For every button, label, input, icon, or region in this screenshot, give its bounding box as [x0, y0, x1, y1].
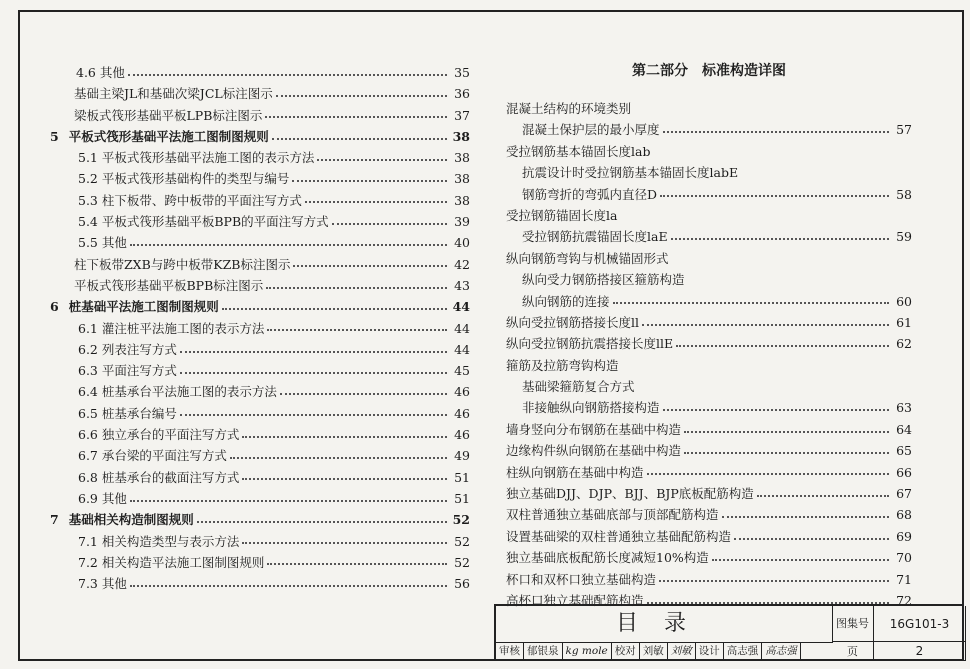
chapter-number: 6 [50, 299, 59, 315]
toc-entry [506, 205, 912, 226]
leader-dots [242, 542, 447, 544]
toc-entry-page: 63 [896, 400, 912, 416]
toc-entry [50, 105, 470, 126]
leader-dots [734, 538, 889, 540]
toc-right-column [506, 58, 912, 611]
toc-entry [506, 269, 912, 290]
toc-entry [506, 462, 912, 483]
toc-entry-page: 46 [454, 384, 470, 400]
toc-entry-title: 6.2 列表注写方式 [78, 341, 177, 357]
toc-entry-page: 52 [452, 512, 470, 528]
review-label: 审核 [496, 642, 524, 661]
leader-dots [712, 559, 889, 561]
toc-entry-page: 51 [454, 490, 470, 506]
leader-dots [757, 495, 889, 497]
toc-entry [50, 531, 470, 552]
toc-entry-title: 4.6 其他 [76, 65, 125, 80]
checker-name: 刘敏 [640, 642, 668, 661]
title-block [494, 604, 964, 661]
toc-entry-title: 设置基础梁的双柱普通独立基础配筋构造 [506, 528, 732, 544]
toc-entry [506, 333, 912, 354]
toc-entry [50, 381, 470, 402]
toc-entry-title: 6.3 平面注写方式 [78, 363, 177, 379]
toc-entry [50, 211, 470, 232]
part-two-title: 第二部分 标准构造详图 [632, 63, 786, 79]
toc-entry-page: 52 [454, 554, 470, 570]
leader-dots [180, 414, 447, 416]
leader-dots [684, 452, 889, 454]
toc-entry-page: 44 [452, 299, 470, 315]
leader-dots [267, 563, 447, 565]
leader-dots [242, 478, 447, 480]
toc-entry-title: 5.4 平板式筏形基础平板BPB的平面注写方式 [78, 214, 329, 230]
leader-dots [722, 516, 889, 518]
leader-dots [676, 345, 889, 347]
leader-dots [267, 329, 447, 331]
leader-dots [272, 138, 447, 140]
toc-entry [50, 488, 470, 509]
toc-entry-title: 受拉钢筋锚固长度la [506, 207, 618, 223]
leader-dots [659, 580, 889, 582]
leader-dots [663, 409, 889, 411]
toc-entry-page: 38 [452, 128, 470, 144]
toc-entry-page: 72 [896, 592, 912, 608]
toc-entry-page: 56 [454, 576, 470, 592]
toc-entry-page: 64 [896, 421, 912, 437]
toc-entry [506, 376, 912, 397]
toc-entry-title: 抗震设计时受拉钢筋基本锚固长度labE [522, 165, 739, 181]
toc-entry-title: 6.8 桩基承台的截面注写方式 [78, 469, 240, 485]
toc-entry-page: 44 [454, 320, 470, 336]
toc-entry-page: 35 [454, 65, 470, 80]
toc-entry-title: 基础相关构造制图规则 [68, 512, 194, 528]
leader-dots [180, 351, 447, 353]
leader-dots [684, 431, 889, 433]
toc-entry-page: 71 [896, 571, 912, 587]
toc-entry [50, 467, 470, 488]
toc-entry-title: 箍筋及拉筋弯钩构造 [506, 357, 619, 373]
toc-entry-title: 基础梁箍筋复合方式 [522, 379, 635, 395]
toc-entry-title: 杯口和双杯口独立基础构造 [506, 571, 657, 587]
toc-entry-title: 混凝土结构的环境类别 [506, 101, 632, 116]
toc-entry-title: 梁板式筏形基础平板LPB标注图示 [74, 107, 263, 123]
toc-entry-title: 边缘构件纵向钢筋在基础中构造 [506, 443, 682, 459]
toc-entry-title: 非接触纵向钢筋搭接构造 [522, 400, 660, 416]
toc-entry [50, 403, 470, 424]
toc-entry [50, 254, 470, 275]
toc-entry-title: 双柱普通独立基础底部与顶部配筋构造 [506, 507, 719, 523]
leader-dots [197, 521, 447, 523]
toc-entry-title: 墙身竖向分布钢筋在基础中构造 [506, 421, 682, 437]
toc-entry [506, 397, 912, 418]
toc-entry-title: 5.1 平板式筏形基础平法施工图的表示方法 [78, 150, 315, 166]
toc-entry-title: 混凝土保护层的最小厚度 [522, 122, 660, 138]
toc-left-column [50, 62, 470, 594]
design-label: 设计 [696, 642, 724, 661]
toc-entry [50, 573, 470, 594]
page-number: 2 [874, 642, 966, 661]
toc-entry [506, 184, 912, 205]
toc-entry-title: 6.4 桩基承台平法施工图的表示方法 [78, 384, 277, 400]
toc-entry-title: 纵向受拉钢筋抗震搭接长度llE [506, 336, 674, 352]
toc-entry-page: 58 [896, 186, 912, 202]
toc-entry-page: 42 [454, 256, 470, 272]
leader-dots [242, 436, 447, 438]
toc-entry [50, 190, 470, 211]
leader-dots [230, 457, 447, 459]
toc-entry-page: 38 [454, 171, 470, 187]
leader-dots [130, 244, 447, 246]
designer-name: 高志强 [724, 642, 763, 661]
toc-entry-page: 60 [896, 293, 912, 309]
toc-entry-title: 平板式筏形基础平法施工图制图规则 [68, 128, 269, 144]
toc-entry-title: 受拉钢筋抗震锚固长度laE [522, 229, 668, 245]
toc-entry [50, 424, 470, 445]
signature-row [496, 642, 832, 661]
leader-dots [647, 473, 889, 475]
toc-entry-title: 桩基础平法施工图制图规则 [68, 299, 219, 315]
toc-entry-title: 平板式筏形基础平板BPB标注图示 [74, 277, 264, 293]
toc-entry-title: 柱下板带ZXB与跨中板带KZB标注图示 [74, 256, 291, 272]
toc-entry-title: 纵向钢筋弯钩与机械锚固形式 [506, 250, 669, 266]
toc-entry [506, 98, 912, 119]
toc-entry [506, 504, 912, 525]
designer-signature: 高志强 [762, 642, 801, 661]
toc-entry [50, 318, 470, 339]
toc-entry-page: 52 [454, 533, 470, 549]
toc-entry [50, 147, 470, 168]
toc-entry-title: 6.9 其他 [78, 490, 127, 506]
toc-entry-page: 70 [896, 550, 912, 566]
leader-dots [276, 95, 447, 97]
toc-entry [506, 312, 912, 333]
leader-dots [222, 308, 447, 310]
leader-dots [293, 265, 447, 267]
toc-entry-title: 6.6 独立承台的平面注写方式 [78, 427, 240, 443]
toc-entry [506, 440, 912, 461]
checker-signature: 刘敏 [668, 642, 696, 661]
title-block-title: 目录 [496, 606, 833, 643]
toc-entry [50, 509, 470, 530]
toc-entry [506, 419, 912, 440]
leader-dots [130, 585, 447, 587]
toc-entry-page: 37 [454, 107, 470, 123]
toc-entry-page: 38 [454, 192, 470, 208]
atlas-no: 16G101-3 [874, 606, 966, 642]
leader-dots [305, 201, 447, 203]
toc-entry [506, 226, 912, 247]
toc-entry-page: 39 [454, 214, 470, 230]
toc-entry [50, 339, 470, 360]
toc-entry-page: 46 [454, 427, 470, 443]
toc-entry-title: 纵向受力钢筋搭接区箍筋构造 [522, 272, 685, 288]
atlas-no-label: 图集号 [832, 606, 874, 642]
chapter-number: 7 [50, 512, 59, 528]
toc-entry-title: 柱纵向钢筋在基础中构造 [506, 464, 644, 480]
leader-dots [180, 372, 447, 374]
reviewer-name: 郁银泉 [524, 642, 563, 661]
toc-entry-title: 纵向受拉钢筋搭接长度ll [506, 314, 639, 330]
toc-entry-page: 45 [454, 363, 470, 379]
toc-entry [50, 445, 470, 466]
toc-entry-page: 67 [896, 486, 912, 502]
leader-dots [128, 74, 447, 76]
leader-dots [292, 180, 447, 182]
leader-dots [130, 500, 447, 502]
toc-entry [506, 248, 912, 269]
leader-dots [332, 223, 447, 225]
toc-entry [50, 168, 470, 189]
toc-entry-title: 7.2 相关构造平法施工图制图规则 [78, 554, 265, 570]
toc-entry-title: 6.1 灌注桩平法施工图的表示方法 [78, 320, 265, 336]
chapter-number: 5 [50, 128, 59, 144]
toc-entry [506, 569, 912, 590]
toc-entry-title: 5.5 其他 [78, 235, 127, 251]
toc-entry-title: 基础主梁JL和基础次梁JCL标注图示 [74, 86, 273, 102]
toc-entry [506, 119, 912, 140]
toc-entry [50, 275, 470, 296]
toc-entry-title: 5.2 平板式筏形基础构件的类型与编号 [78, 171, 290, 187]
toc-entry [50, 296, 470, 317]
page-label: 页 [832, 642, 874, 661]
toc-entry-page: 43 [454, 277, 470, 293]
toc-entry-page: 59 [896, 229, 912, 245]
leader-dots [266, 287, 447, 289]
toc-entry [50, 552, 470, 573]
toc-entry-page: 66 [896, 464, 912, 480]
toc-entry [50, 83, 470, 104]
toc-entry-page: 61 [896, 314, 912, 330]
toc-entry [506, 547, 912, 568]
toc-entry-page: 57 [896, 122, 912, 138]
leader-dots [660, 195, 889, 197]
toc-entry-page: 49 [454, 448, 470, 464]
toc-entry-page: 36 [454, 86, 470, 102]
reviewer-signature: kg mole [563, 642, 612, 661]
toc-entry-title: 7.3 其他 [78, 576, 127, 592]
toc-entry [50, 360, 470, 381]
leader-dots [642, 324, 889, 326]
toc-entry-page: 62 [896, 336, 912, 352]
toc-entry [50, 62, 470, 83]
leader-dots [613, 302, 889, 304]
toc-entry-title: 钢筋弯折的弯弧内直径D [522, 186, 658, 202]
toc-entry [506, 291, 912, 312]
toc-entry-title: 7.1 相关构造类型与表示方法 [78, 533, 240, 549]
leader-dots [671, 238, 889, 240]
toc-entry-page: 69 [896, 528, 912, 544]
leader-dots [280, 393, 447, 395]
toc-entry-title: 独立基础DJJ、DJP、BJJ、BJP底板配筋构造 [506, 486, 754, 502]
toc-entry [506, 141, 912, 162]
toc-entry-page: 44 [454, 341, 470, 357]
toc-entry-title: 高杯口独立基础配筋构造 [506, 592, 644, 608]
toc-entry-page: 46 [454, 405, 470, 421]
toc-entry-page: 65 [896, 443, 912, 459]
toc-entry [506, 483, 912, 504]
toc-entry-page: 38 [454, 150, 470, 166]
toc-entry-page: 40 [454, 235, 470, 251]
toc-entry [50, 126, 470, 147]
toc-entry-title: 独立基础底板配筋长度减短10%构造 [506, 550, 709, 566]
toc-entry-page: 68 [896, 507, 912, 523]
toc-entry-title: 5.3 柱下板带、跨中板带的平面注写方式 [78, 192, 302, 208]
toc-entry [506, 162, 912, 183]
toc-entry-title: 受拉钢筋基本锚固长度lab [506, 143, 651, 159]
leader-dots [317, 159, 447, 161]
leader-dots [265, 116, 447, 118]
toc-entry [506, 355, 912, 376]
toc-entry-title: 6.7 承台梁的平面注写方式 [78, 448, 227, 464]
toc-entry-title: 纵向钢筋的连接 [522, 293, 610, 309]
toc-entry-title: 6.5 桩基承台编号 [78, 405, 177, 421]
check-label: 校对 [612, 642, 640, 661]
toc-entry-page: 51 [454, 469, 470, 485]
toc-entry [506, 526, 912, 547]
leader-dots [663, 131, 889, 133]
toc-entry [50, 232, 470, 253]
